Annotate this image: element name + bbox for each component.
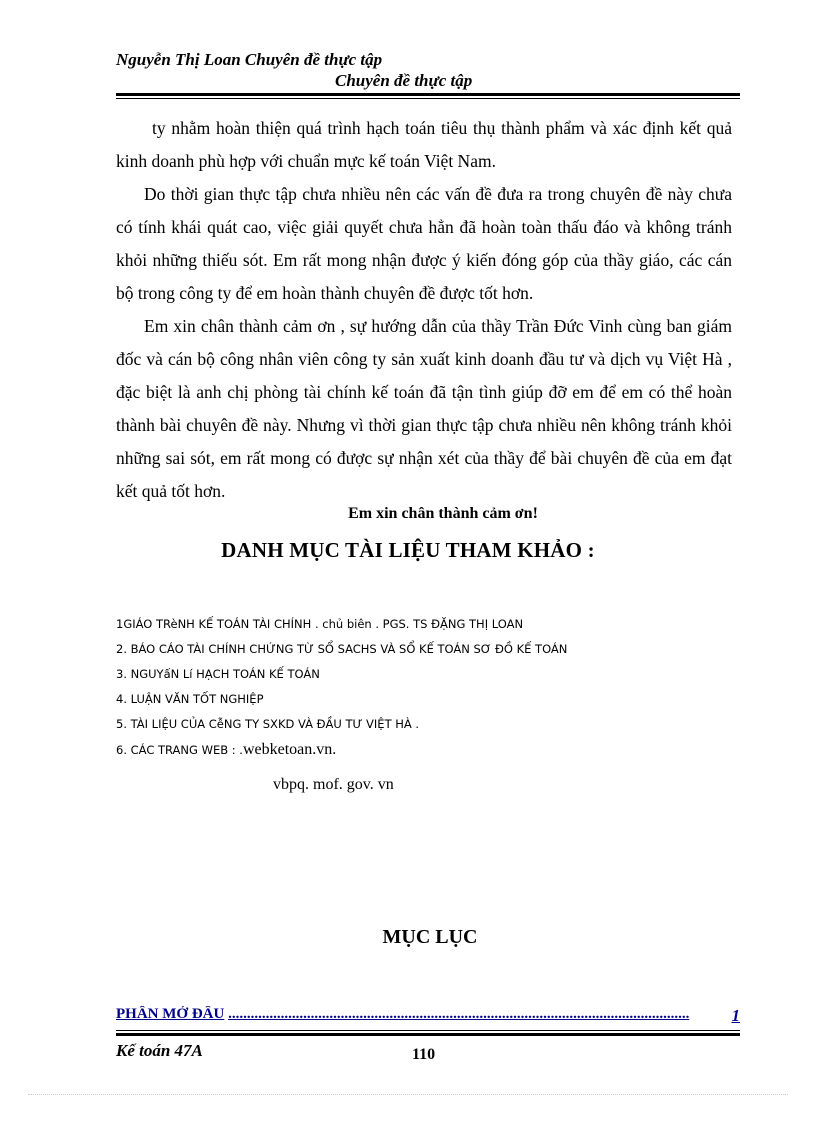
page-bottom-divider (28, 1094, 788, 1095)
header-author-title: Nguyễn Thị Loan Chuyên đề thực tập (116, 50, 383, 69)
toc-entry[interactable] (116, 1006, 740, 1023)
paragraph-3: Em xin chân thành cảm ơn , sự hướng dẫn của thầy Trần Đức Vinh cùng ban giám đốc và cán bộ công nhân viên công ty sản xuất kinh doanh đầu tư và dịch vụ Việt Hà , đặc biệt là anh chị phòng tài chính kế toán đã tận tình giúp đỡ em để em có thể hoàn thành bài chuyên đề này. Nhưng vì thời gian thực tập chưa nhiều nên không tránh khỏi những sai sót, em rất mong có được sự nhận xét của thầy để bài chuyên đề của em đạt kết quả tốt hơn. (116, 316, 732, 501)
reference-item-web (116, 737, 567, 762)
footer-rule-thin (116, 1030, 740, 1031)
closing-thanks: Em xin chân thành cảm ơn! (348, 505, 538, 522)
footer-rule-thick (116, 1033, 740, 1036)
reference-item: 4. LUẬN VĂN TỐT NGHIỆP (116, 692, 264, 706)
toc-entry-dots[interactable]: ........................................................................................................................... (228, 1006, 690, 1022)
body-text (116, 112, 732, 508)
reference-item: 3. NGUYấN Lí HẠCH TOÁN KẾ TOÁN (116, 667, 320, 681)
web-link-vbpq: vbpq. mof. gov. vn (273, 776, 394, 793)
footer-class-label: Kế toán 47A (116, 1041, 203, 1060)
reference-item: 1GIÁO TRèNH KẾ TOÁN TÀI CHÍNH . chủ biên . PGS. TS ĐẶNG THỊ LOAN (116, 617, 524, 631)
toc-title: MỤC LỤC (382, 926, 478, 948)
header-rule-thin (116, 98, 740, 99)
toc-entry-page[interactable]: 1 (730, 1006, 741, 1023)
reference-list (116, 612, 567, 762)
reference-item: 5. TÀI LIỆU CỦA CễNG TY SXKD VÀ ĐẦU TƯ VIỆT HÀ . (116, 717, 420, 731)
page-number: 110 (412, 1046, 436, 1063)
reference-item: 2. BÁO CÁO TÀI CHÍNH CHỨNG TỪ SỔ SACHS VÀ SỔ KẾ TOÁN SƠ ĐỒ KẾ TOÁN (116, 642, 568, 656)
paragraph-1: ty nhằm hoàn thiện quá trình hạch toán tiêu thụ thành phẩm và xác định kết quả kinh doanh phù hợp với chuẩn mực kế toán Việt Nam. (116, 118, 732, 171)
toc-entry-label[interactable]: PHẦN MỞ ĐẦU (116, 1006, 225, 1022)
paragraph-2: Do thời gian thực tập chưa nhiều nên các vấn đề đưa ra trong chuyên đề này chưa có tính khái quát cao, việc giải quyết chưa hẳn đã hoàn toàn thấu đáo và không tránh khỏi những thiếu sót. Em rất mong nhận được ý kiến đóng góp của thầy giáo, các cán bộ trong công ty để em hoàn thành chuyên đề được tốt hơn. (116, 184, 732, 303)
header-subtitle: Chuyên đề thực tập (335, 71, 473, 90)
references-title: DANH MỤC TÀI LIỆU THAM KHẢO : (221, 538, 595, 562)
web-label: 6. CÁC TRANG WEB : . (116, 743, 243, 757)
header-rule-thick (116, 93, 740, 96)
web-link-webketoan: webketoan.vn. (242, 741, 337, 758)
